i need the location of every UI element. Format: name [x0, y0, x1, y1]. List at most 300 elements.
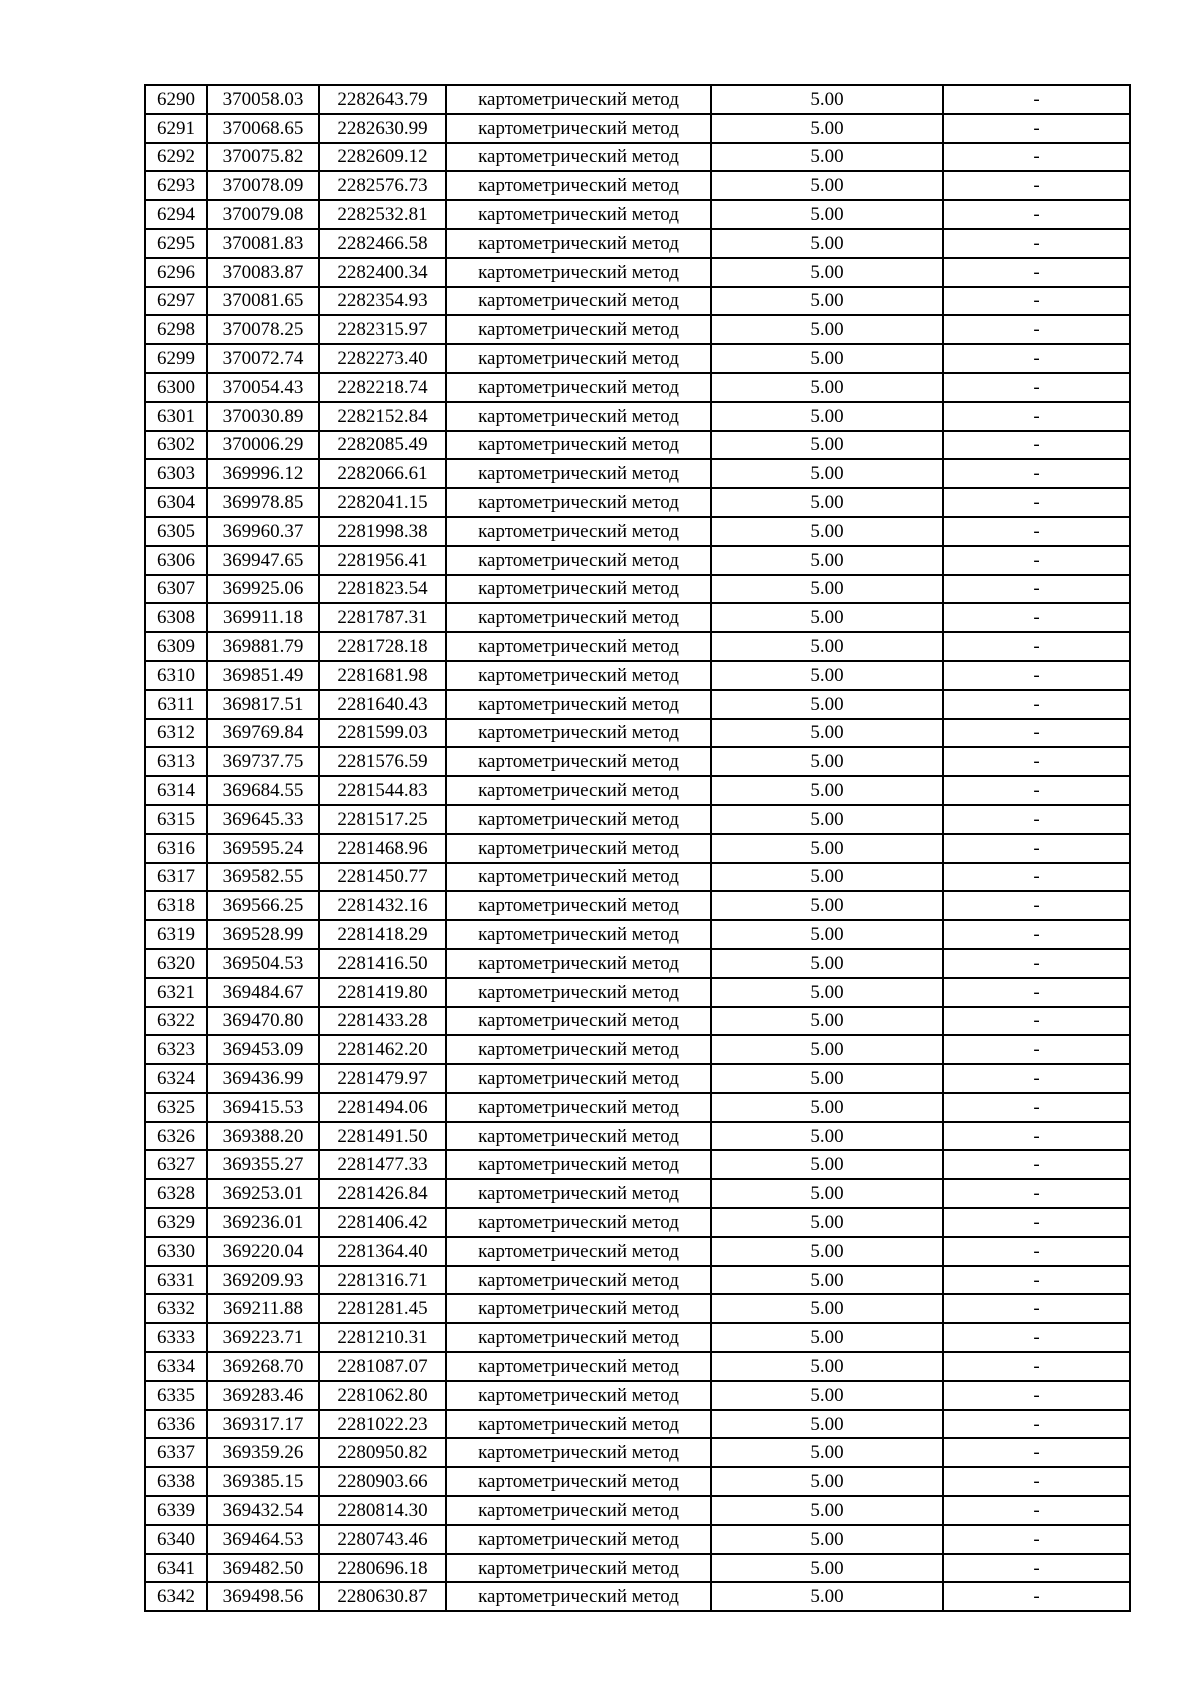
method-cell: картометрический метод	[446, 1064, 711, 1093]
x-coordinate-cell: 370030.89	[207, 402, 319, 431]
x-coordinate-cell: 369317.17	[207, 1410, 319, 1439]
accuracy-cell: 5.00	[711, 834, 943, 863]
table-row	[145, 776, 1130, 805]
description-cell: -	[943, 229, 1130, 258]
method-cell: картометрический метод	[446, 1438, 711, 1467]
accuracy-cell: 5.00	[711, 1467, 943, 1496]
accuracy-cell: 5.00	[711, 1496, 943, 1525]
table-row	[145, 517, 1130, 546]
method-cell: картометрический метод	[446, 402, 711, 431]
x-coordinate-cell: 370081.65	[207, 287, 319, 316]
table-row	[145, 1496, 1130, 1525]
point-number-cell: 6319	[145, 920, 207, 949]
point-number-cell: 6306	[145, 546, 207, 575]
x-coordinate-cell: 369253.01	[207, 1179, 319, 1208]
description-cell: -	[943, 1237, 1130, 1266]
description-cell: -	[943, 114, 1130, 143]
table-row	[145, 834, 1130, 863]
accuracy-cell: 5.00	[711, 690, 943, 719]
method-cell: картометрический метод	[446, 863, 711, 892]
method-cell: картометрический метод	[446, 920, 711, 949]
y-coordinate-cell: 2280950.82	[319, 1438, 446, 1467]
method-cell: картометрический метод	[446, 1554, 711, 1583]
description-cell: -	[943, 575, 1130, 604]
method-cell: картометрический метод	[446, 575, 711, 604]
x-coordinate-cell: 369432.54	[207, 1496, 319, 1525]
y-coordinate-cell: 2281281.45	[319, 1294, 446, 1323]
x-coordinate-cell: 369355.27	[207, 1150, 319, 1179]
accuracy-cell: 5.00	[711, 114, 943, 143]
x-coordinate-cell: 369359.26	[207, 1438, 319, 1467]
point-number-cell: 6291	[145, 114, 207, 143]
accuracy-cell: 5.00	[711, 1237, 943, 1266]
method-cell: картометрический метод	[446, 776, 711, 805]
y-coordinate-cell: 2281956.41	[319, 546, 446, 575]
method-cell: картометрический метод	[446, 488, 711, 517]
description-cell: -	[943, 949, 1130, 978]
accuracy-cell: 5.00	[711, 920, 943, 949]
description-cell: -	[943, 690, 1130, 719]
description-cell: -	[943, 1150, 1130, 1179]
description-cell: -	[943, 1554, 1130, 1583]
description-cell: -	[943, 1381, 1130, 1410]
x-coordinate-cell: 369211.88	[207, 1294, 319, 1323]
point-number-cell: 6317	[145, 863, 207, 892]
y-coordinate-cell: 2281416.50	[319, 949, 446, 978]
point-number-cell: 6314	[145, 776, 207, 805]
x-coordinate-cell: 369528.99	[207, 920, 319, 949]
point-number-cell: 6341	[145, 1554, 207, 1583]
accuracy-cell: 5.00	[711, 258, 943, 287]
x-coordinate-cell: 369947.65	[207, 546, 319, 575]
accuracy-cell: 5.00	[711, 459, 943, 488]
table-row	[145, 632, 1130, 661]
table-row	[145, 1208, 1130, 1237]
description-cell: -	[943, 719, 1130, 748]
description-cell: -	[943, 1266, 1130, 1295]
accuracy-cell: 5.00	[711, 1150, 943, 1179]
description-cell: -	[943, 315, 1130, 344]
table-row	[145, 690, 1130, 719]
point-number-cell: 6322	[145, 1007, 207, 1036]
method-cell: картометрический метод	[446, 1467, 711, 1496]
table-row	[145, 1093, 1130, 1122]
method-cell: картометрический метод	[446, 344, 711, 373]
description-cell: -	[943, 1438, 1130, 1467]
x-coordinate-cell: 369769.84	[207, 719, 319, 748]
x-coordinate-cell: 370058.03	[207, 85, 319, 114]
x-coordinate-cell: 369504.53	[207, 949, 319, 978]
point-number-cell: 6326	[145, 1122, 207, 1151]
table-row	[145, 344, 1130, 373]
table-row	[145, 805, 1130, 834]
accuracy-cell: 5.00	[711, 1438, 943, 1467]
point-number-cell: 6334	[145, 1352, 207, 1381]
x-coordinate-cell: 369482.50	[207, 1554, 319, 1583]
point-number-cell: 6311	[145, 690, 207, 719]
y-coordinate-cell: 2281491.50	[319, 1122, 446, 1151]
accuracy-cell: 5.00	[711, 1122, 943, 1151]
point-number-cell: 6342	[145, 1582, 207, 1611]
method-cell: картометрический метод	[446, 978, 711, 1007]
method-cell: картометрический метод	[446, 690, 711, 719]
table-row	[145, 546, 1130, 575]
y-coordinate-cell: 2281494.06	[319, 1093, 446, 1122]
x-coordinate-cell: 369209.93	[207, 1266, 319, 1295]
description-cell: -	[943, 171, 1130, 200]
table-row	[145, 719, 1130, 748]
y-coordinate-cell: 2281210.31	[319, 1323, 446, 1352]
x-coordinate-cell: 370078.25	[207, 315, 319, 344]
y-coordinate-cell: 2282466.58	[319, 229, 446, 258]
method-cell: картометрический метод	[446, 85, 711, 114]
accuracy-cell: 5.00	[711, 431, 943, 460]
table-row	[145, 114, 1130, 143]
description-cell: -	[943, 200, 1130, 229]
y-coordinate-cell: 2281479.97	[319, 1064, 446, 1093]
y-coordinate-cell: 2281433.28	[319, 1007, 446, 1036]
x-coordinate-cell: 369911.18	[207, 603, 319, 632]
accuracy-cell: 5.00	[711, 546, 943, 575]
table-row	[145, 459, 1130, 488]
table-row	[145, 171, 1130, 200]
x-coordinate-cell: 369464.53	[207, 1525, 319, 1554]
point-number-cell: 6327	[145, 1150, 207, 1179]
accuracy-cell: 5.00	[711, 85, 943, 114]
point-number-cell: 6315	[145, 805, 207, 834]
y-coordinate-cell: 2282273.40	[319, 344, 446, 373]
method-cell: картометрический метод	[446, 1266, 711, 1295]
table-row	[145, 1467, 1130, 1496]
accuracy-cell: 5.00	[711, 603, 943, 632]
description-cell: -	[943, 776, 1130, 805]
accuracy-cell: 5.00	[711, 1554, 943, 1583]
accuracy-cell: 5.00	[711, 344, 943, 373]
table-row	[145, 949, 1130, 978]
accuracy-cell: 5.00	[711, 1093, 943, 1122]
x-coordinate-cell: 369645.33	[207, 805, 319, 834]
accuracy-cell: 5.00	[711, 891, 943, 920]
table-row	[145, 1122, 1130, 1151]
accuracy-cell: 5.00	[711, 171, 943, 200]
table-row	[145, 661, 1130, 690]
y-coordinate-cell: 2281450.77	[319, 863, 446, 892]
y-coordinate-cell: 2281468.96	[319, 834, 446, 863]
y-coordinate-cell: 2281599.03	[319, 719, 446, 748]
description-cell: -	[943, 978, 1130, 1007]
description-cell: -	[943, 603, 1130, 632]
point-number-cell: 6313	[145, 747, 207, 776]
description-cell: -	[943, 805, 1130, 834]
method-cell: картометрический метод	[446, 200, 711, 229]
description-cell: -	[943, 1122, 1130, 1151]
accuracy-cell: 5.00	[711, 1007, 943, 1036]
method-cell: картометрический метод	[446, 1582, 711, 1611]
method-cell: картометрический метод	[446, 1150, 711, 1179]
y-coordinate-cell: 2281576.59	[319, 747, 446, 776]
table-row	[145, 1352, 1130, 1381]
point-number-cell: 6305	[145, 517, 207, 546]
y-coordinate-cell: 2280696.18	[319, 1554, 446, 1583]
accuracy-cell: 5.00	[711, 1179, 943, 1208]
point-number-cell: 6308	[145, 603, 207, 632]
y-coordinate-cell: 2282041.15	[319, 488, 446, 517]
y-coordinate-cell: 2281316.71	[319, 1266, 446, 1295]
y-coordinate-cell: 2280814.30	[319, 1496, 446, 1525]
table-row	[145, 287, 1130, 316]
table-row	[145, 1381, 1130, 1410]
table-row	[145, 1007, 1130, 1036]
table-row	[145, 1266, 1130, 1295]
point-number-cell: 6325	[145, 1093, 207, 1122]
accuracy-cell: 5.00	[711, 1410, 943, 1439]
table-row	[145, 1438, 1130, 1467]
description-cell: -	[943, 459, 1130, 488]
method-cell: картометрический метод	[446, 1381, 711, 1410]
description-cell: -	[943, 287, 1130, 316]
y-coordinate-cell: 2280743.46	[319, 1525, 446, 1554]
x-coordinate-cell: 370079.08	[207, 200, 319, 229]
x-coordinate-cell: 370083.87	[207, 258, 319, 287]
x-coordinate-cell: 369223.71	[207, 1323, 319, 1352]
method-cell: картометрический метод	[446, 834, 711, 863]
y-coordinate-cell: 2281087.07	[319, 1352, 446, 1381]
accuracy-cell: 5.00	[711, 1208, 943, 1237]
y-coordinate-cell: 2281426.84	[319, 1179, 446, 1208]
method-cell: картометрический метод	[446, 143, 711, 172]
accuracy-cell: 5.00	[711, 1352, 943, 1381]
description-cell: -	[943, 85, 1130, 114]
point-number-cell: 6312	[145, 719, 207, 748]
y-coordinate-cell: 2282315.97	[319, 315, 446, 344]
point-number-cell: 6303	[145, 459, 207, 488]
x-coordinate-cell: 370078.09	[207, 171, 319, 200]
table-row	[145, 920, 1130, 949]
x-coordinate-cell: 369388.20	[207, 1122, 319, 1151]
method-cell: картометрический метод	[446, 258, 711, 287]
x-coordinate-cell: 369436.99	[207, 1064, 319, 1093]
method-cell: картометрический метод	[446, 1496, 711, 1525]
point-number-cell: 6320	[145, 949, 207, 978]
point-number-cell: 6339	[145, 1496, 207, 1525]
y-coordinate-cell: 2281681.98	[319, 661, 446, 690]
table-row	[145, 1323, 1130, 1352]
y-coordinate-cell: 2282609.12	[319, 143, 446, 172]
x-coordinate-cell: 369484.67	[207, 978, 319, 1007]
point-number-cell: 6293	[145, 171, 207, 200]
point-number-cell: 6292	[145, 143, 207, 172]
x-coordinate-cell: 369453.09	[207, 1035, 319, 1064]
point-number-cell: 6290	[145, 85, 207, 114]
x-coordinate-cell: 370054.43	[207, 373, 319, 402]
x-coordinate-cell: 369960.37	[207, 517, 319, 546]
x-coordinate-cell: 369498.56	[207, 1582, 319, 1611]
method-cell: картометрический метод	[446, 1122, 711, 1151]
method-cell: картометрический метод	[446, 1179, 711, 1208]
accuracy-cell: 5.00	[711, 1582, 943, 1611]
y-coordinate-cell: 2280630.87	[319, 1582, 446, 1611]
x-coordinate-cell: 369817.51	[207, 690, 319, 719]
point-number-cell: 6330	[145, 1237, 207, 1266]
description-cell: -	[943, 1496, 1130, 1525]
description-cell: -	[943, 402, 1130, 431]
accuracy-cell: 5.00	[711, 747, 943, 776]
method-cell: картометрический метод	[446, 632, 711, 661]
accuracy-cell: 5.00	[711, 949, 943, 978]
point-number-cell: 6296	[145, 258, 207, 287]
x-coordinate-cell: 369582.55	[207, 863, 319, 892]
accuracy-cell: 5.00	[711, 1294, 943, 1323]
table-row	[145, 229, 1130, 258]
point-number-cell: 6307	[145, 575, 207, 604]
description-cell: -	[943, 143, 1130, 172]
y-coordinate-cell: 2282152.84	[319, 402, 446, 431]
accuracy-cell: 5.00	[711, 200, 943, 229]
accuracy-cell: 5.00	[711, 229, 943, 258]
description-cell: -	[943, 834, 1130, 863]
description-cell: -	[943, 1352, 1130, 1381]
point-number-cell: 6301	[145, 402, 207, 431]
description-cell: -	[943, 1582, 1130, 1611]
accuracy-cell: 5.00	[711, 1064, 943, 1093]
x-coordinate-cell: 369978.85	[207, 488, 319, 517]
table-row	[145, 1150, 1130, 1179]
x-coordinate-cell: 369737.75	[207, 747, 319, 776]
point-number-cell: 6294	[145, 200, 207, 229]
y-coordinate-cell: 2281406.42	[319, 1208, 446, 1237]
description-cell: -	[943, 661, 1130, 690]
accuracy-cell: 5.00	[711, 402, 943, 431]
accuracy-cell: 5.00	[711, 719, 943, 748]
accuracy-cell: 5.00	[711, 1525, 943, 1554]
y-coordinate-cell: 2281462.20	[319, 1035, 446, 1064]
y-coordinate-cell: 2281728.18	[319, 632, 446, 661]
y-coordinate-cell: 2282532.81	[319, 200, 446, 229]
description-cell: -	[943, 1208, 1130, 1237]
table-row	[145, 1525, 1130, 1554]
description-cell: -	[943, 1093, 1130, 1122]
table-row	[145, 1294, 1130, 1323]
point-number-cell: 6302	[145, 431, 207, 460]
y-coordinate-cell: 2282630.99	[319, 114, 446, 143]
point-number-cell: 6324	[145, 1064, 207, 1093]
point-number-cell: 6316	[145, 834, 207, 863]
x-coordinate-cell: 370068.65	[207, 114, 319, 143]
x-coordinate-cell: 369684.55	[207, 776, 319, 805]
description-cell: -	[943, 1410, 1130, 1439]
y-coordinate-cell: 2281432.16	[319, 891, 446, 920]
accuracy-cell: 5.00	[711, 805, 943, 834]
description-cell: -	[943, 1064, 1130, 1093]
method-cell: картометрический метод	[446, 459, 711, 488]
method-cell: картометрический метод	[446, 1237, 711, 1266]
point-number-cell: 6336	[145, 1410, 207, 1439]
table-row	[145, 488, 1130, 517]
description-cell: -	[943, 632, 1130, 661]
method-cell: картометрический метод	[446, 1208, 711, 1237]
point-number-cell: 6310	[145, 661, 207, 690]
x-coordinate-cell: 369881.79	[207, 632, 319, 661]
method-cell: картометрический метод	[446, 603, 711, 632]
accuracy-cell: 5.00	[711, 373, 943, 402]
table-row	[145, 1410, 1130, 1439]
table-row	[145, 143, 1130, 172]
table-row	[145, 891, 1130, 920]
method-cell: картометрический метод	[446, 287, 711, 316]
point-number-cell: 6329	[145, 1208, 207, 1237]
x-coordinate-cell: 369851.49	[207, 661, 319, 690]
table-row	[145, 315, 1130, 344]
method-cell: картометрический метод	[446, 949, 711, 978]
table-row	[145, 431, 1130, 460]
y-coordinate-cell: 2281062.80	[319, 1381, 446, 1410]
x-coordinate-cell: 370072.74	[207, 344, 319, 373]
method-cell: картометрический метод	[446, 1323, 711, 1352]
y-coordinate-cell: 2281022.23	[319, 1410, 446, 1439]
table-row	[145, 200, 1130, 229]
description-cell: -	[943, 1007, 1130, 1036]
point-number-cell: 6337	[145, 1438, 207, 1467]
x-coordinate-cell: 369268.70	[207, 1352, 319, 1381]
description-cell: -	[943, 1525, 1130, 1554]
description-cell: -	[943, 863, 1130, 892]
method-cell: картометрический метод	[446, 1525, 711, 1554]
x-coordinate-cell: 369566.25	[207, 891, 319, 920]
y-coordinate-cell: 2281419.80	[319, 978, 446, 1007]
description-cell: -	[943, 1467, 1130, 1496]
method-cell: картометрический метод	[446, 171, 711, 200]
y-coordinate-cell: 2282085.49	[319, 431, 446, 460]
accuracy-cell: 5.00	[711, 1035, 943, 1064]
description-cell: -	[943, 1294, 1130, 1323]
method-cell: картометрический метод	[446, 315, 711, 344]
description-cell: -	[943, 891, 1130, 920]
accuracy-cell: 5.00	[711, 632, 943, 661]
y-coordinate-cell: 2280903.66	[319, 1467, 446, 1496]
point-number-cell: 6338	[145, 1467, 207, 1496]
accuracy-cell: 5.00	[711, 978, 943, 1007]
method-cell: картометрический метод	[446, 1294, 711, 1323]
point-number-cell: 6328	[145, 1179, 207, 1208]
y-coordinate-cell: 2282218.74	[319, 373, 446, 402]
table-row	[145, 1554, 1130, 1583]
y-coordinate-cell: 2282400.34	[319, 258, 446, 287]
point-number-cell: 6295	[145, 229, 207, 258]
y-coordinate-cell: 2282354.93	[319, 287, 446, 316]
table-row	[145, 1064, 1130, 1093]
x-coordinate-cell: 369415.53	[207, 1093, 319, 1122]
table-row	[145, 1237, 1130, 1266]
method-cell: картометрический метод	[446, 661, 711, 690]
method-cell: картометрический метод	[446, 1352, 711, 1381]
y-coordinate-cell: 2281998.38	[319, 517, 446, 546]
y-coordinate-cell: 2282576.73	[319, 171, 446, 200]
x-coordinate-cell: 369220.04	[207, 1237, 319, 1266]
point-number-cell: 6321	[145, 978, 207, 1007]
point-number-cell: 6300	[145, 373, 207, 402]
point-number-cell: 6304	[145, 488, 207, 517]
description-cell: -	[943, 1323, 1130, 1352]
y-coordinate-cell: 2282643.79	[319, 85, 446, 114]
table-row	[145, 373, 1130, 402]
method-cell: картометрический метод	[446, 1410, 711, 1439]
method-cell: картометрический метод	[446, 114, 711, 143]
description-cell: -	[943, 1035, 1130, 1064]
y-coordinate-cell: 2281418.29	[319, 920, 446, 949]
table-row	[145, 85, 1130, 114]
table-row	[145, 1179, 1130, 1208]
method-cell: картометрический метод	[446, 546, 711, 575]
